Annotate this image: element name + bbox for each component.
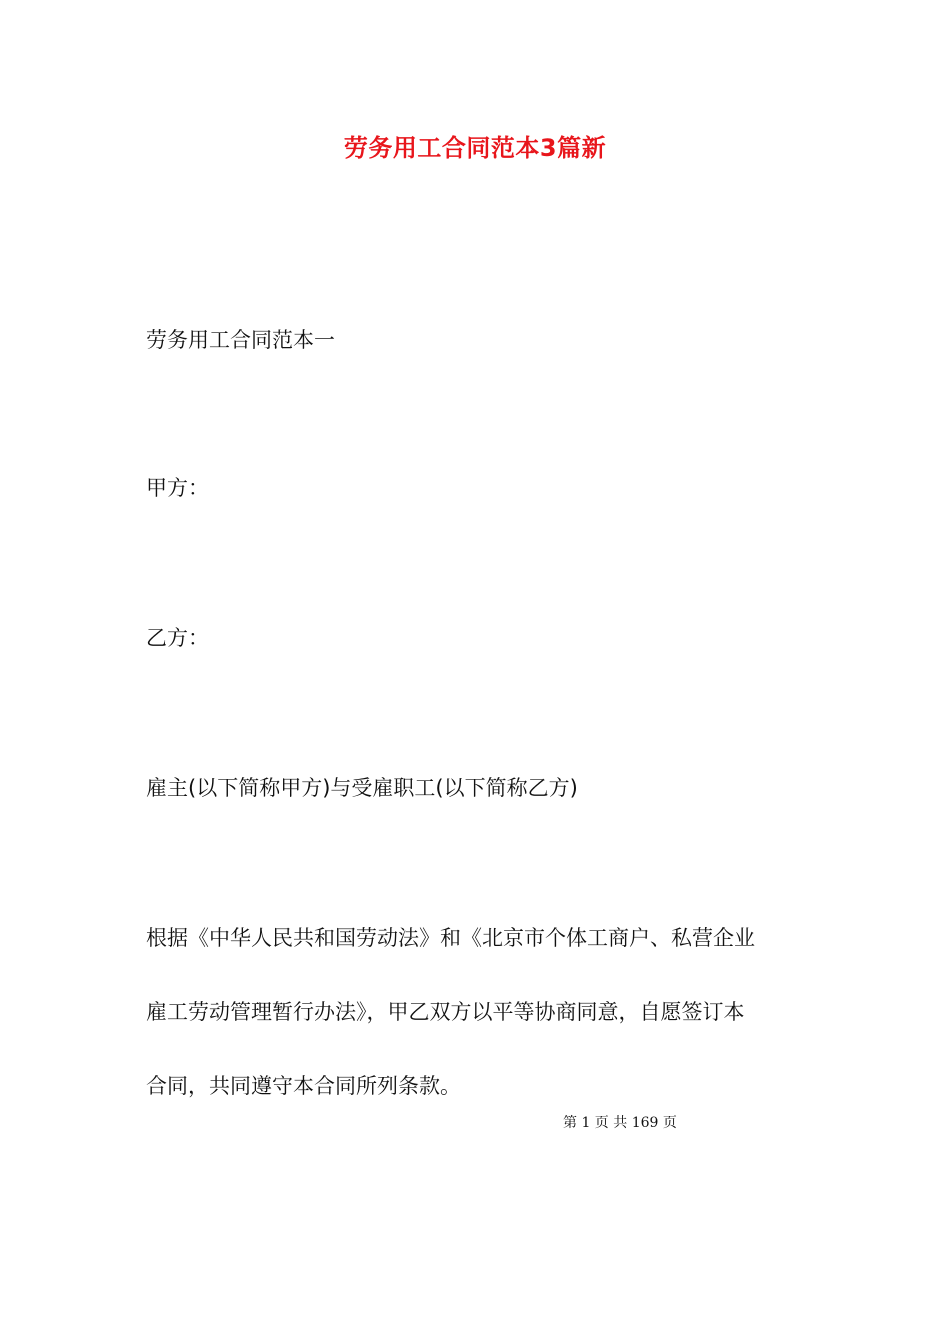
body-line: 根据《中华人民共和国劳动法》和《北京市个体工商户、私营企业 — [146, 926, 755, 950]
page-number-footer: 第 1 页 共 169 页 — [563, 1115, 677, 1131]
section-heading: 劳务用工合同范本一 — [146, 328, 335, 352]
document-title: 劳务用工合同范本3篇新 — [343, 134, 607, 162]
parties-intro: 雇主(以下简称甲方)与受雇职工(以下简称乙方) — [146, 776, 578, 800]
party-a-label: 甲方： — [146, 476, 209, 500]
body-paragraph — [146, 920, 814, 1142]
body-line: 合同，共同遵守本合同所列条款。 — [146, 1074, 461, 1098]
party-b-label: 乙方： — [146, 626, 209, 650]
body-line: 雇工劳动管理暂行办法》，甲乙双方以平等协商同意，自愿签订本 — [146, 1000, 745, 1024]
